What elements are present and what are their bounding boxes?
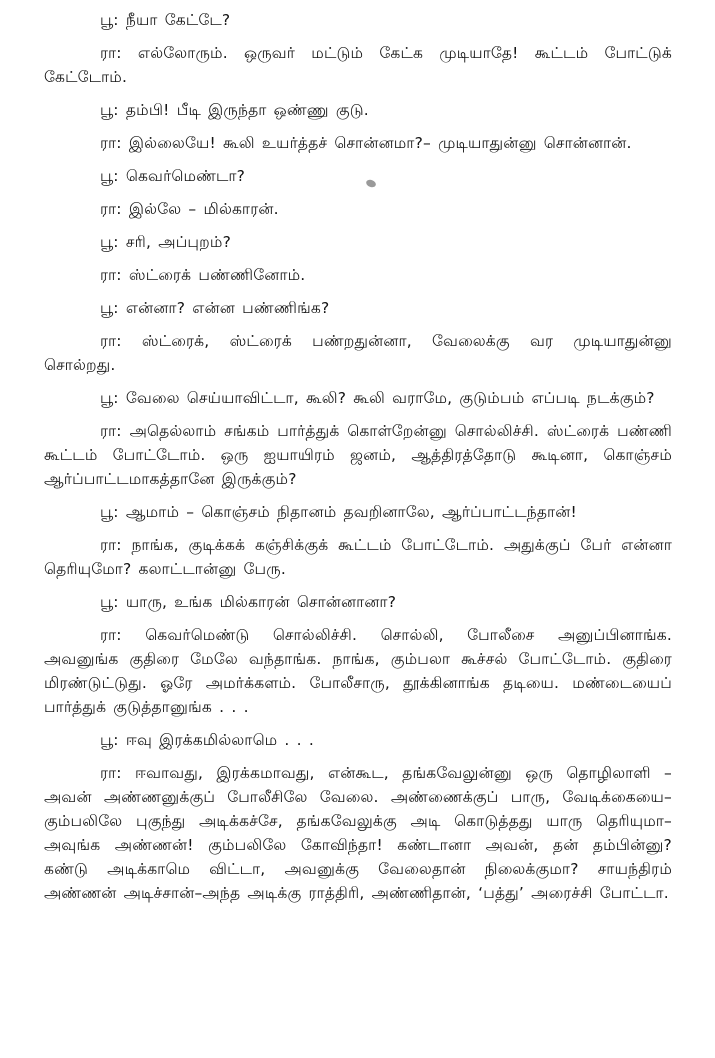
dialogue-line — [44, 131, 672, 155]
dialogue-line — [44, 386, 672, 410]
speaker-label: பூ: — [100, 233, 119, 251]
book-page — [44, 8, 672, 914]
dialogue-line — [44, 761, 672, 905]
dialogue-line — [44, 329, 672, 377]
dialogue-text: சரி, அப்புறம்? — [125, 233, 232, 251]
dialogue-line — [44, 533, 672, 581]
dialogue-text: யாரு, உங்க மில்காரன் சொன்னானா? — [125, 593, 397, 611]
speaker-label: பூ: — [100, 11, 119, 29]
dialogue-line — [44, 623, 672, 719]
dialogue-text: வேலை செய்யாவிட்டா, கூலி? கூலி வராமே, குடும்பம் எப்படி நடக்கும்? — [125, 389, 655, 407]
dialogue-line — [44, 41, 672, 89]
dialogue-text: இல்லே – மில்காரன். — [128, 200, 279, 218]
dialogue-text: கெவர்மெண்டா? — [125, 167, 246, 185]
dialogue-text: அதெல்லாம் சங்கம் பார்த்துக் கொள்றேன்னு சொல்லிச்சி. ஸ்ட்ரைக் பண்ணி கூட்டம் போட்டோம். ஒரு ஐயாயிரம் ஜனம், ஆத்திரத்தோடு கூடினா, கொஞ்சம் ஆர்ப்பாட்டமாகத்தானே இருக்கும்? — [44, 422, 672, 488]
speaker-label: ரா: — [100, 44, 122, 62]
speaker-label: பூ: — [100, 167, 119, 185]
dialogue-line — [44, 419, 672, 491]
speaker-label: ரா: — [100, 266, 122, 284]
speaker-label: பூ: — [100, 731, 119, 749]
speaker-label: ரா: — [100, 764, 122, 782]
speaker-label: ரா: — [100, 332, 122, 350]
dialogue-line — [44, 500, 672, 524]
dialogue-text: ஸ்ட்ரைக் பண்ணினோம். — [128, 266, 306, 284]
speaker-label: பூ: — [100, 101, 119, 119]
dialogue-text: இல்லையே! கூலி உயர்த்தச் சொன்னமா?– முடியாதுன்னு சொன்னான். — [128, 134, 632, 152]
dialogue-line — [44, 98, 672, 122]
dialogue-text: நீயா கேட்டே? — [125, 11, 231, 29]
speaker-label: பூ: — [100, 389, 119, 407]
dialogue-text: நாங்க, குடிக்கக் கஞ்சிக்குக் கூட்டம் போட்டோம். அதுக்குப் பேர் என்னா தெரியுமோ? கலாட்டான்னு பேரு. — [44, 536, 672, 578]
dialogue-line — [44, 728, 672, 752]
dialogue-text: ஈவாவது, இரக்கமாவது, என்கூட, தங்கவேலுன்னு ஒரு தொழிலாளி – அவன் அண்ணனுக்குப் போலீசிலே வேலை. அண்ணைக்குப் பாரு, வேடிக்கையை–கும்பலிலே புகுந்து அடிக்கச்சே, தங்கவேலுக்கு அடி கொடுத்தது யாரு தெரியுமா–அவுங்க அண்ணன்! கும்பலிலே கோவிந்தா! கண்டானா அவன், தன் தம்பின்னு? கண்டு அடிக்காமெ விட்டா, அவனுக்கு வேலைதான் நிலைக்குமா? சாயந்திரம் அண்ணன் அடிச்சான்–அந்த அடிக்கு ராத்திரி, அண்ணிதான், ‘பத்து’ அரைச்சி போட்டா. — [44, 764, 672, 902]
dialogue-line — [44, 590, 672, 614]
dialogue-line — [44, 230, 672, 254]
speaker-label: ரா: — [100, 422, 122, 440]
dialogue-text: ஈவு இரக்கமில்லாமெ . . . — [125, 731, 315, 749]
dialogue-line — [44, 197, 672, 221]
speaker-label: ரா: — [100, 536, 122, 554]
dialogue-text: ஆமாம் – கொஞ்சம் நிதானம் தவறினாலே, ஆர்ப்பாட்டந்தான்! — [125, 503, 577, 521]
dialogue-line — [44, 296, 672, 320]
speaker-label: பூ: — [100, 503, 119, 521]
speaker-label: பூ: — [100, 299, 119, 317]
dialogue-text: கெவர்மெண்டு சொல்லிச்சி. சொல்லி, போலீசை அனுப்பினாங்க. அவனுங்க குதிரை மேலே வந்தாங்க. நாங்க, கும்பலா கூச்சல் போட்டோம். குதிரை மிரண்டுட்டுது. ஓரே அமர்க்களம். போலீசாரு, தூக்கினாங்க தடியை. மண்டையைப் பார்த்துக் குடுத்தானுங்க . . . — [44, 626, 672, 716]
dialogue-line — [44, 263, 672, 287]
dialogue-text: எல்லோரும். ஒருவர் மட்டும் கேட்க முடியாதே! கூட்டம் போட்டுக் கேட்டோம். — [44, 44, 672, 86]
dialogue-text: என்னா? என்ன பண்ணிங்க? — [125, 299, 330, 317]
speaker-label: ரா: — [100, 200, 122, 218]
speaker-label: ரா: — [100, 134, 122, 152]
dialogue-text: ஸ்ட்ரைக், ஸ்ட்ரைக் பண்றதுன்னா, வேலைக்கு வர முடியாதுன்னு சொல்றது. — [44, 332, 672, 374]
dialogue-line — [44, 164, 672, 188]
dialogue-text: தம்பி! பீடி இருந்தா ஒண்ணு குடு. — [125, 101, 369, 119]
speaker-label: ரா: — [100, 626, 122, 644]
dialogue-line — [44, 8, 672, 32]
speaker-label: பூ: — [100, 593, 119, 611]
